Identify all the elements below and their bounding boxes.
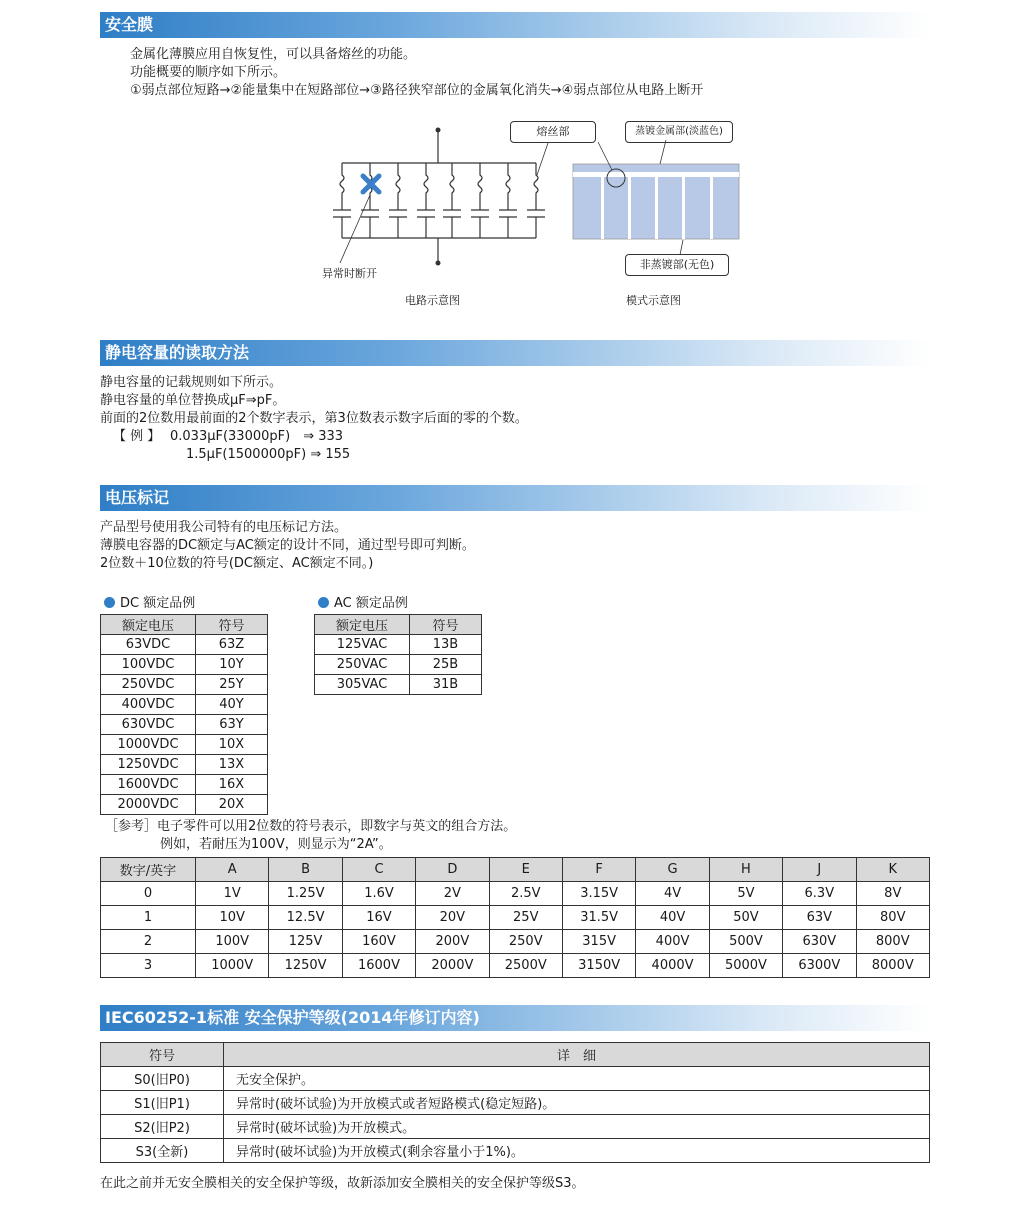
safety-line-3: ①弱点部位短路→②能量集中在短路部位→③路径狭窄部位的金属氧化消失→④弱点部位从电路上断开: [130, 83, 704, 98]
table-row: [101, 695, 268, 715]
voltage-line-3: 2位数＋10位数的符号(DC额定、AC额定不同。): [100, 556, 374, 571]
table-cell: 40V: [636, 906, 709, 930]
table-cell: 305VAC: [315, 675, 410, 695]
table-cell: 25B: [410, 655, 482, 675]
table-cell: 63V: [783, 906, 856, 930]
table-cell: 400VDC: [101, 695, 196, 715]
table-row: [315, 635, 482, 655]
table-cell: 125VAC: [315, 635, 410, 655]
table-row: [101, 715, 268, 735]
reference-note-2: 例如，若耐压为100V，则显示为“2A”。: [160, 837, 392, 852]
table-cell: 异常时(破坏试验)为开放模式或者短路模式(稳定短路)。: [224, 1091, 930, 1115]
table-cell: 20X: [196, 795, 268, 815]
table-cell: 12.5V: [269, 906, 342, 930]
table-cell: 异常时(破坏试验)为开放模式(剩余容量小于1%)。: [224, 1139, 930, 1163]
break-label: 异常时断开: [322, 267, 377, 280]
table-cell: 400V: [636, 930, 709, 954]
table-cell: 1.25V: [269, 882, 342, 906]
table-cell: 1: [101, 906, 196, 930]
table-cell: 200V: [416, 930, 489, 954]
ac-col-symbol: 符号: [410, 615, 482, 635]
table-row: [101, 930, 930, 954]
table-cell: 13X: [196, 755, 268, 775]
table-cell: 100V: [196, 930, 269, 954]
table-cell: 1000V: [196, 954, 269, 978]
table-cell: 异常时(破坏试验)为开放模式。: [224, 1115, 930, 1139]
table-cell: 250V: [489, 930, 562, 954]
table-row: [315, 675, 482, 695]
table-cell: 3.15V: [562, 882, 635, 906]
section-header-capacitance: 静电容量的读取方法: [100, 340, 930, 366]
ac-table-title: [318, 595, 408, 613]
table-row: [101, 775, 268, 795]
table-cell: 125V: [269, 930, 342, 954]
non-metal-gap: [601, 177, 604, 239]
table-row: [101, 1091, 930, 1115]
dc-col-voltage: 额定电压: [101, 615, 196, 635]
reference-note-1: ［参考］电子零件可以用2位数的符号表示，即数字与英文的组合方法。: [105, 819, 517, 834]
table-cell: 2.5V: [489, 882, 562, 906]
iec-col-detail: 详 细: [224, 1043, 930, 1067]
code-header-cell: A: [196, 858, 269, 882]
iec-col-symbol: 符号: [101, 1043, 224, 1067]
table-row: [101, 675, 268, 695]
table-cell: 800V: [856, 930, 929, 954]
safety-line-1: 金属化薄膜应用自恢复性，可以具备熔丝的功能。: [130, 47, 417, 62]
code-header-cell: D: [416, 858, 489, 882]
circuit-branch: [333, 163, 351, 238]
table-cell: 8V: [856, 882, 929, 906]
table-cell: 无安全保护。: [224, 1067, 930, 1091]
bullet-icon: [318, 597, 329, 608]
table-row: [101, 795, 268, 815]
example-2: 1.5μF(1500000pF) ⇒ 155: [186, 447, 351, 462]
table-cell: 20V: [416, 906, 489, 930]
code-header-cell: F: [562, 858, 635, 882]
table-row: [101, 954, 930, 978]
table-row: [101, 655, 268, 675]
table-cell: 1.6V: [342, 882, 415, 906]
code-header-cell: C: [342, 858, 415, 882]
table-cell: 6.3V: [783, 882, 856, 906]
table-cell: 1V: [196, 882, 269, 906]
table-row: [315, 655, 482, 675]
table-cell: 10X: [196, 735, 268, 755]
table-cell: 2V: [416, 882, 489, 906]
table-cell: 2000V: [416, 954, 489, 978]
table-cell: 4V: [636, 882, 709, 906]
table-cell: 25V: [489, 906, 562, 930]
table-cell: 2000VDC: [101, 795, 196, 815]
table-cell: 63Z: [196, 635, 268, 655]
code-header-cell: B: [269, 858, 342, 882]
circuit-branch: [499, 163, 517, 238]
table-cell: 630V: [783, 930, 856, 954]
circuit-branch: [443, 163, 461, 238]
section-header-iec: IEC60252-1标准 安全保护等级(2014年修订内容): [100, 1005, 930, 1031]
table-cell: 3150V: [562, 954, 635, 978]
table-cell: S1(旧P1): [101, 1091, 224, 1115]
table-row: [101, 755, 268, 775]
table-cell: 500V: [709, 930, 782, 954]
table-cell: 80V: [856, 906, 929, 930]
table-row: [101, 882, 930, 906]
table-cell: 40Y: [196, 695, 268, 715]
table-cell: 3: [101, 954, 196, 978]
fuse-label-box: 熔丝部: [510, 121, 596, 143]
table-cell: 0: [101, 882, 196, 906]
table-cell: 1600V: [342, 954, 415, 978]
iec-table: [100, 1042, 930, 1163]
circuit-branch: [527, 163, 545, 238]
table-cell: 6300V: [783, 954, 856, 978]
dc-table-title: [104, 595, 195, 613]
pattern-caption: 模式示意图: [626, 294, 681, 307]
table-cell: 16V: [342, 906, 415, 930]
table-cell: 10Y: [196, 655, 268, 675]
non-metal-gap: [628, 177, 631, 239]
iec-footer-note: 在此之前并无安全膜相关的安全保护等级，故新添加安全膜相关的安全保护等级S3。: [100, 1176, 585, 1191]
table-row: [101, 635, 268, 655]
ac-table: [314, 614, 482, 695]
safety-line-2: 功能概要的顺序如下所示。: [130, 65, 287, 80]
dc-table: [100, 614, 268, 815]
non-metal-gap: [655, 177, 658, 239]
table-cell: 5000V: [709, 954, 782, 978]
code-header-cell: G: [636, 858, 709, 882]
table-cell: 50V: [709, 906, 782, 930]
table-cell: 2: [101, 930, 196, 954]
table-cell: 13B: [410, 635, 482, 655]
circuit-caption: 电路示意图: [405, 294, 460, 307]
table-cell: 1600VDC: [101, 775, 196, 795]
ac-col-voltage: 额定电压: [315, 615, 410, 635]
table-cell: 160V: [342, 930, 415, 954]
code-header-cell: H: [709, 858, 782, 882]
section-header-safety-film: 安全膜: [100, 12, 930, 38]
table-cell: 1000VDC: [101, 735, 196, 755]
voltage-line-2: 薄膜电容器的DC额定与AC额定的设计不同，通过型号即可判断。: [100, 538, 475, 553]
capacitance-line-3: 前面的2位数用最前面的2个数字表示，第3位数表示数字后面的零的个数。: [100, 411, 528, 426]
table-cell: 31.5V: [562, 906, 635, 930]
voltage-line-1: 产品型号使用我公司特有的电压标记方法。: [100, 520, 348, 535]
circuit-branch: [471, 163, 489, 238]
table-cell: 315V: [562, 930, 635, 954]
table-cell: 16X: [196, 775, 268, 795]
section-header-voltage: 电压标记: [100, 485, 930, 511]
table-row: [101, 1067, 930, 1091]
example-label: 【 例 】: [113, 429, 161, 444]
bullet-icon: [104, 597, 115, 608]
code-header-cell: K: [856, 858, 929, 882]
circuit-branch: [417, 163, 435, 238]
table-cell: 63VDC: [101, 635, 196, 655]
circuit-branch: [389, 163, 407, 238]
table-cell: 5V: [709, 882, 782, 906]
table-cell: S0(旧P0): [101, 1067, 224, 1091]
table-cell: 10V: [196, 906, 269, 930]
code-header-cell: 数字/英字: [101, 858, 196, 882]
capacitance-line-2: 静电容量的单位替换成μF⇒pF。: [100, 393, 286, 408]
table-cell: 63Y: [196, 715, 268, 735]
ac-title-text: AC 额定品例: [334, 596, 408, 611]
table-cell: 630VDC: [101, 715, 196, 735]
capacitance-line-1: 静电容量的记载规则如下所示。: [100, 375, 283, 390]
example-1: 0.033μF(33000pF) ⇒ 333: [170, 429, 344, 444]
table-row: [101, 735, 268, 755]
table-cell: 31B: [410, 675, 482, 695]
nonmetal-label-box: 非蒸镀部(无色): [625, 254, 729, 276]
table-cell: S2(旧P2): [101, 1115, 224, 1139]
table-cell: 4000V: [636, 954, 709, 978]
table-cell: 8000V: [856, 954, 929, 978]
dc-title-text: DC 额定品例: [120, 596, 196, 611]
non-metal-gap: [682, 177, 685, 239]
code-header-cell: J: [783, 858, 856, 882]
table-row: [101, 1139, 930, 1163]
table-row: [101, 906, 930, 930]
table-cell: S3(全新): [101, 1139, 224, 1163]
table-row: [101, 1115, 930, 1139]
metal-label-box: 蒸镀金属部(淡蓝色): [625, 121, 733, 143]
table-cell: 25Y: [196, 675, 268, 695]
pattern-diagram: [560, 140, 750, 255]
table-cell: 250VAC: [315, 655, 410, 675]
code-header-cell: E: [489, 858, 562, 882]
voltage-code-table: [100, 857, 930, 978]
non-metal-gap: [710, 177, 713, 239]
dc-col-symbol: 符号: [196, 615, 268, 635]
table-cell: 2500V: [489, 954, 562, 978]
table-cell: 100VDC: [101, 655, 196, 675]
table-cell: 1250VDC: [101, 755, 196, 775]
table-cell: 1250V: [269, 954, 342, 978]
table-cell: 250VDC: [101, 675, 196, 695]
